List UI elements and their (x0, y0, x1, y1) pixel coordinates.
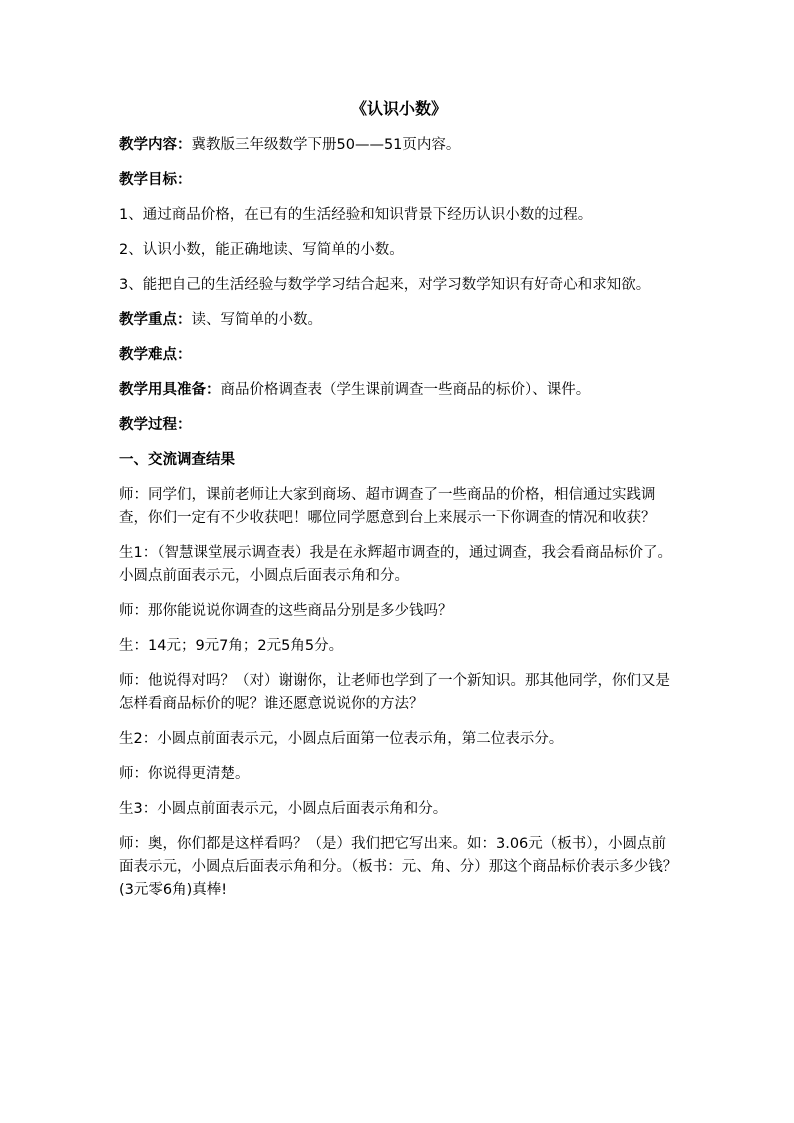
dialogue-line: 师：奥，你们都是这样看吗？（是）我们把它写出来。如：3.06元（板书），小圆点前面表示元，小圆点后面表示角和分。（板书：元、角、分）那这个商品标价表示多少钱？(3元零6角)真棒! (119, 836, 678, 898)
teaching-tools (119, 379, 679, 402)
teaching-focus-text: 读、写简单的小数。 (191, 312, 322, 328)
dialogue-line: 师：同学们，课前老师让大家到商场、超市调查了一些商品的价格，相信通过实践调查，你们一定有不少收获吧！哪位同学愿意到台上来展示一下你调查的情况和收获？ (119, 487, 656, 526)
dialogue-line: 生3：小圆点前面表示元，小圆点后面表示角和分。 (119, 801, 448, 817)
teaching-content-text: 冀教版三年级数学下册50——51页内容。 (191, 137, 461, 153)
teaching-content (119, 134, 679, 157)
part-heading: 一、交流调查结果 (119, 452, 235, 468)
teaching-process-label: 教学过程： (119, 417, 192, 433)
goal-item: 3、能把自己的生活经验与数学学习结合起来，对学习数学知识有好奇心和求知欲。 (119, 277, 651, 293)
teaching-tools-label: 教学用具准备： (119, 382, 221, 398)
goal-item: 1、通过商品价格，在已有的生活经验和知识背景下经历认识小数的过程。 (119, 207, 593, 223)
teaching-focus (119, 309, 679, 332)
document-title: 《认识小数》 (350, 99, 447, 118)
teaching-goals-heading (119, 169, 679, 192)
teaching-goals-label: 教学目标： (119, 172, 192, 188)
teaching-content-label: 教学内容： (119, 137, 192, 153)
dialogue-line: 师：你说得更清楚。 (119, 766, 250, 782)
teaching-difficulty-label: 教学难点： (119, 347, 192, 363)
teaching-process (119, 414, 679, 437)
teaching-difficulty (119, 344, 679, 367)
dialogue-line: 师：他说得对吗？（对）谢谢你，让老师也学到了一个新知识。那其他同学，你们又是怎样看商品标价的呢？谁还愿意说说你的方法？ (119, 673, 670, 712)
teaching-tools-text: 商品价格调查表（学生课前调查一些商品的标价）、课件。 (220, 382, 591, 398)
dialogue-line: 师：那你能说说你调查的这些商品分别是多少钱吗？ (119, 603, 453, 619)
dialogue-line: 生：14元；9元7角；2元5角5分。 (119, 638, 344, 654)
goal-item: 2、认识小数，能正确地读、写简单的小数。 (119, 242, 404, 258)
lesson-plan-page (119, 98, 679, 914)
dialogue-line: 生2：小圆点前面表示元，小圆点后面第一位表示角，第二位表示分。 (119, 731, 564, 747)
teaching-focus-label: 教学重点： (119, 312, 192, 328)
dialogue-line: 生1：（智慧课堂展示调查表）我是在永辉超市调查的，通过调查，我会看商品标价了。小圆点前面表示元，小圆点后面表示角和分。 (119, 545, 672, 584)
